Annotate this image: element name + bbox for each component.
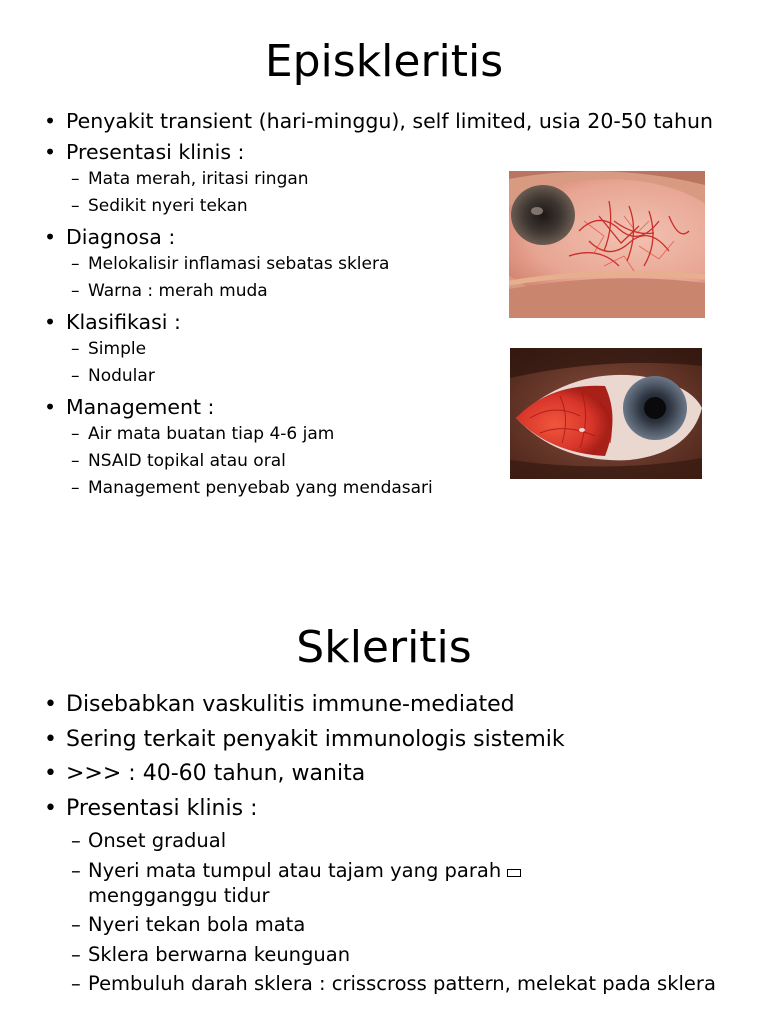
sub-bullet-item (42, 912, 732, 937)
slide-title: Skleritis (296, 622, 472, 673)
sub-bullet-text: Nyeri mata tumpul atau tajam yang parah (88, 858, 502, 882)
bullet-text: Sering terkait penyakit immunologis sistemik (66, 726, 565, 752)
bullet-list (42, 688, 732, 996)
bullet-text: Diagnosa : (66, 225, 176, 249)
sub-bullet-text: Warna : merah muda (88, 281, 268, 301)
sub-bullet-item (42, 828, 732, 853)
episcleritis-eye-photo (509, 171, 705, 318)
eye-illustration (509, 171, 705, 318)
sub-bullet-text: NSAID topikal atau oral (88, 451, 286, 471)
sub-bullet-text: Management penyebab yang mendasari (88, 478, 433, 498)
bullet-text: Klasifikasi : (66, 310, 181, 334)
bullet-item (42, 792, 732, 827)
bullet-text: >>> : 40-60 tahun, wanita (66, 761, 366, 786)
nodular-episcleritis-eye-photo (510, 348, 702, 479)
bullet-text: Presentasi klinis : (66, 140, 245, 164)
sub-bullet-text: Mata merah, iritasi ringan (88, 169, 309, 189)
bullet-text: Disebabkan vaskulitis immune-mediated (66, 692, 515, 717)
sub-bullet-item (42, 942, 732, 967)
missing-glyph-icon (507, 869, 521, 877)
sub-bullet-text: Sklera berwarna keunguan (88, 942, 351, 966)
sub-bullet-item (42, 971, 732, 996)
slide-skleritis (0, 590, 768, 1024)
sub-bullet-text: Nyeri tekan bola mata (88, 913, 306, 936)
sub-bullet-text: Nodular (88, 366, 155, 386)
slide-title: Episkleritis (264, 36, 504, 87)
bullet-item (42, 723, 732, 758)
bullet-text: Management : (66, 395, 215, 419)
bullet-text: Penyakit transient (hari-minggu), self limited, usia 20-50 tahun (66, 109, 713, 133)
sub-bullet-text-continuation: mengganggu tidur (88, 883, 270, 907)
bullet-item (42, 757, 732, 792)
bullet-item (42, 108, 722, 135)
sub-bullet-text: Simple (88, 339, 147, 359)
sub-bullet-item (42, 475, 722, 502)
bullet-item (42, 139, 506, 166)
sub-bullet-text: Pembuluh darah sklera : crisscross pattern, melekat pada sklera (88, 972, 716, 995)
bullet-item (42, 688, 732, 723)
sub-bullet-text: Sedikit nyeri tekan (88, 196, 248, 216)
eye-illustration (510, 348, 702, 479)
sub-bullet-text: Onset gradual (88, 829, 227, 852)
sub-bullet-text: Melokalisir inflamasi sebatas sklera (88, 254, 390, 274)
sub-bullet-item (42, 858, 732, 908)
bullet-text: Presentasi klinis : (66, 795, 258, 821)
sub-bullet-text: Air mata buatan tiap 4-6 jam (88, 424, 335, 444)
